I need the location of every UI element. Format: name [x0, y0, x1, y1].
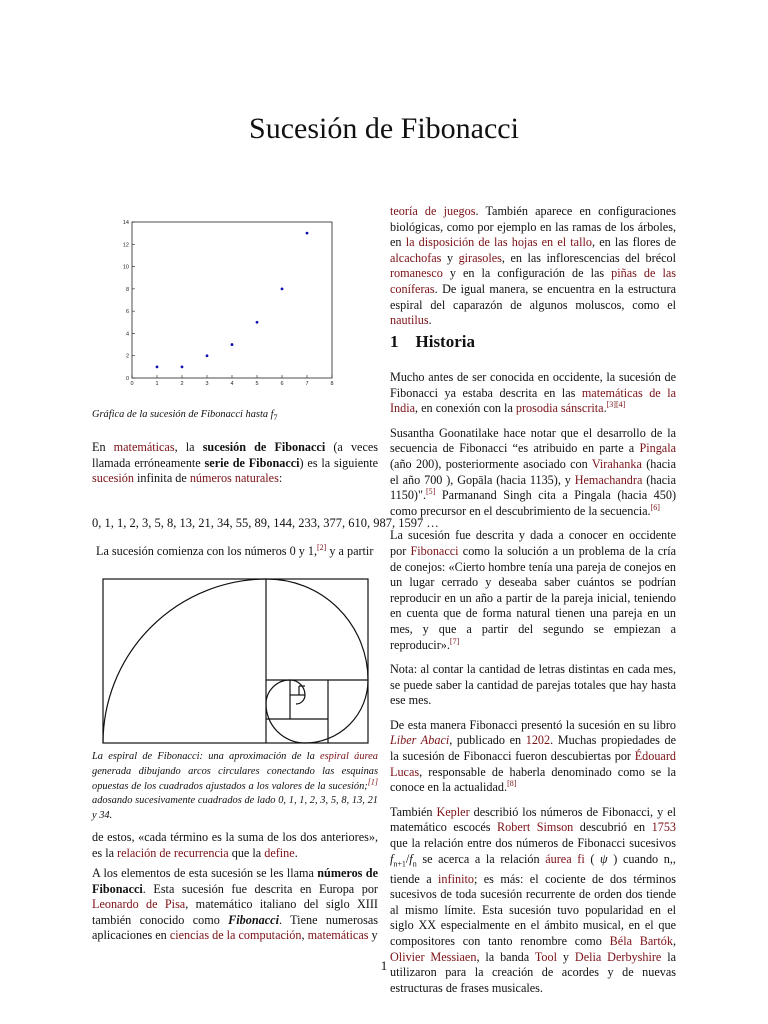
fibonacci-sequence: 0, 1, 1, 2, 3, 5, 8, 13, 21, 34, 55, 89, 144, 233, 377, 610, 987, 1597 … — [92, 516, 439, 530]
link-delia-derbyshire[interactable]: Delia Derbyshire — [574, 949, 662, 964]
link-girasoles[interactable]: girasoles — [458, 250, 502, 265]
link-prosodia-sanscrita[interactable]: prosodia sánscrita — [515, 401, 604, 416]
link-pingala[interactable]: Pingala — [639, 441, 676, 456]
x-tick-label: 4 — [230, 381, 234, 386]
link-tool[interactable]: Tool — [534, 949, 558, 964]
link-hemachandra[interactable]: Hemachandra — [574, 472, 643, 487]
link-edouard-lucas[interactable]: Édouard Lucas — [390, 749, 676, 779]
link-pinas-coniferas[interactable]: piñas de las coníferas — [390, 266, 676, 296]
history-paragraph-4: Nota: al contar la cantidad de letras distintas en cada mes, se puede saber la cantidad de parejas totales que hay hasta ese mes. — [390, 662, 676, 708]
link-relacion-recurrencia[interactable]: relación de recurrencia — [117, 845, 229, 860]
sequence-intro-line: La sucesión comienza con los números 0 y 1,[2] y a partir — [96, 542, 374, 558]
link-romanesco[interactable]: romanesco — [390, 266, 443, 281]
link-1202[interactable]: 1202 — [525, 733, 551, 748]
data-point — [306, 232, 309, 235]
link-nautilus[interactable]: nautilus — [390, 313, 429, 328]
y-tick-label: 14 — [122, 220, 129, 226]
history-text — [390, 370, 676, 1005]
x-tick-label: 3 — [205, 381, 209, 386]
page-title: Sucesión de Fibonacci — [249, 112, 519, 145]
history-paragraph-1: Mucho antes de ser conocida en occidente, la sucesión de Fibonacci ya estaba descrita en las matemáticas de la India, en conexión con la prosodia sánscrita.[3][4] — [390, 370, 676, 416]
x-tick-label: 2 — [180, 381, 184, 386]
right-paragraph-1: teoría de juegos. También aparece en configuraciones biológicas, como por ejemplo en las ramas de los árboles, en la disposición de las hojas en el tallo, en las flores de alcachofas y girasoles, en las inflorescencias del brécol romanesco y en la configuración de las piñas de las coníferas. De igual manera, se encuentra en la estructura espiral del caparazón de algunos moluscos, como el nautilus. — [390, 204, 677, 328]
x-tick-label: 6 — [280, 381, 284, 386]
x-tick-label: 7 — [305, 381, 309, 386]
link-fibonacci[interactable]: Fibonacci — [410, 543, 459, 558]
link-infinito[interactable]: infinito — [438, 871, 474, 886]
history-paragraph-2: Susantha Goonatilake hace notar que el desarrollo de la secuencia de Fibonacci “es atribuido en parte a Pingala (año 200), posteriormente asociado con Virahanka (hacia el año 700 ), Gopāla (hacia 1135), y Hemachandra (hacia 1150)".[5] Parmanand Singh cita a Pingala (hacia 450) como precursor en el descubrimiento de la secuencia.[6] — [390, 425, 676, 518]
plot-frame — [132, 222, 332, 378]
link-matematicas-india[interactable]: matemáticas de la India — [390, 385, 676, 416]
y-tick-label: 8 — [125, 286, 129, 293]
link-espiral-aurea[interactable]: espiral áurea — [320, 751, 378, 762]
link-matematicas-2[interactable]: matemáticas — [307, 928, 369, 943]
intro-paragraph: En matemáticas, la sucesión de Fibonacci (a veces llamada erróneamente serie de Fibonacci) es la siguiente sucesión infinita de números naturales: — [92, 440, 379, 486]
history-paragraph-3: La sucesión fue descrita y dada a conocer en occidente por Fibonacci como la solución a un problema de la cría de conejos: «Cierto hombre tenía una pareja de conejos en un lugar cerrado y deseaba saber cuántos se podrían reproducir en un año a partir de la pareja inicial, teniendo en cuenta que de forma natural tienen una pareja en un mes, y que a partir del segundo se empiezan a reproducir».[7] — [390, 528, 676, 652]
y-tick-label: 2 — [125, 353, 129, 360]
page-number: 1 — [380, 958, 388, 973]
link-teoria-juegos[interactable]: teoría de juegos — [390, 204, 476, 218]
fibonacci-scatter-chart — [112, 216, 344, 386]
data-point — [156, 365, 159, 368]
fibonacci-spiral-diagram — [102, 578, 370, 744]
link-1753[interactable]: 1753 — [651, 820, 676, 835]
history-paragraph-6: También Kepler describió los números de Fibonacci, y el matemático escocés Robert Simson descubrió en 1753 que la relación entre dos números de Fibonacci sucesivos $f_{n+1}/f_n$ se acerca a la relación áurea fi ( ψ ) cuando n,, tiende a infinito; es más: el cociente de dos términos sucesivos de toda sucesión recurrente de orden dos tiende al mismo límite. Esta sucesión tuvo popularidad en el siglo XX especialmente en el ámbito musical, en el que compositores con tanto renombre como Béla Bartók, Olivier Messiaen, la banda Tool y Delia Derbyshire la utilizaron para la creación de acordes y de nuevas estructuras de frases musicales. — [390, 804, 677, 995]
link-leonardo-de-pisa[interactable]: Leonardo de Pisa — [92, 897, 186, 912]
left-paragraph-2: de estos, «cada término es la suma de los dos anteriores», es la relación de recurrencia que la define. — [92, 830, 378, 860]
history-paragraph-5: De esta manera Fibonacci presentó la sucesión en su libro Liber Abaci, publicado en 1202. Muchas propiedades de la sucesión de Fibonacci fueron descubiertas por Édouard Lucas, responsable de haberla denominado como se la conoce en la actualidad.[8] — [390, 717, 676, 795]
link-numeros-naturales[interactable]: números naturales — [189, 471, 279, 486]
section-heading: 1 Historia — [390, 332, 475, 351]
x-tick-label: 0 — [130, 381, 134, 386]
link-disposicion-hojas[interactable]: la disposición de las hojas en el tallo — [405, 235, 592, 250]
link-aurea-fi[interactable]: áurea fi — [545, 851, 585, 866]
chart-caption: Gráfica de la sucesión de Fibonacci hasta $f_7$ — [92, 409, 278, 423]
y-tick-label: 0 — [125, 376, 129, 382]
link-robert-simson[interactable]: Robert Simson — [497, 820, 574, 835]
link-alcachofas[interactable]: alcachofas — [390, 250, 442, 265]
link-sucesion[interactable]: sucesión — [92, 471, 134, 486]
link-virahanka[interactable]: Virahanka — [591, 456, 642, 471]
link-liber-abaci[interactable]: Liber Abaci — [390, 733, 450, 748]
data-point — [181, 365, 184, 368]
y-tick-label: 4 — [125, 331, 129, 338]
spiral-caption: La espiral de Fibonacci: una aproximación de la espiral áurea generada dibujando arcos circulares conectando las esquinas opuestas de los cuadrados ajustados a los valores de la sucesión;[1] adosando sucesivamente cuadrados de lado 0, 1, 1, 2, 3, 5, 8, 13, 21 y 34. — [92, 751, 378, 822]
data-point — [281, 287, 284, 290]
link-define[interactable]: define — [264, 845, 295, 860]
x-tick-label: 5 — [255, 381, 259, 386]
x-tick-label: 1 — [155, 381, 159, 386]
data-point — [206, 354, 209, 357]
y-tick-label: 10 — [122, 264, 129, 271]
link-ciencias-computacion[interactable]: ciencias de la computación — [169, 928, 302, 943]
link-kepler[interactable]: Kepler — [436, 804, 470, 819]
link-matematicas[interactable]: matemáticas — [113, 440, 175, 454]
link-bela-bartok[interactable]: Béla Bartók — [609, 934, 673, 949]
x-tick-label: 8 — [330, 381, 334, 386]
left-paragraph-3: A los elementos de esta sucesión se les llama números de Fibonacci. Esta sucesión fue descrita en Europa por Leonardo de Pisa, matemático italiano del siglo XIII también conocido como Fibonacci. Tiene numerosas aplicaciones en ciencias de la computación, matemáticas y — [92, 866, 378, 943]
y-tick-label: 6 — [125, 309, 129, 316]
data-point — [231, 343, 234, 346]
data-point — [256, 321, 259, 324]
y-tick-label: 12 — [122, 242, 129, 249]
link-olivier-messiaen[interactable]: Olivier Messiaen — [390, 949, 477, 964]
